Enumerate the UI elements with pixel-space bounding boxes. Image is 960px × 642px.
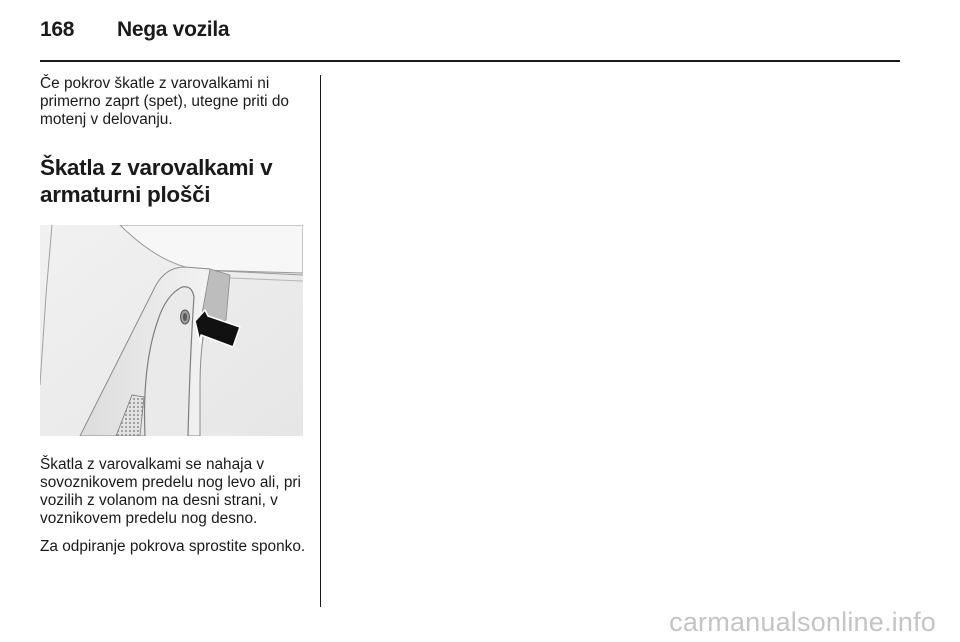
column-divider	[320, 75, 321, 607]
fuse-box-illustration	[40, 225, 303, 436]
header-divider	[40, 60, 900, 62]
opening-paragraph: Za odpiranje pokrova sprostite sponko.	[40, 538, 306, 555]
clip-icon	[181, 310, 190, 324]
watermark: carmanualsonline.info	[669, 607, 936, 637]
page-number: 168	[40, 18, 75, 41]
location-paragraph: Škatla z varovalkami se nahaja v sovoznikovem predelu nog levo ali, pri vozilih z volanom na desni strani, v voznikovem predelu nog desno.	[40, 456, 301, 527]
left-column	[40, 75, 312, 556]
intro-paragraph: Če pokrov škatle z varovalkami ni primerno zaprt (spet), utegne priti do motenj v delovanju.	[40, 75, 289, 128]
page-title: Nega vozila	[117, 18, 230, 41]
section-heading: Škatla z varovalkami v armaturni plošči	[40, 155, 273, 207]
